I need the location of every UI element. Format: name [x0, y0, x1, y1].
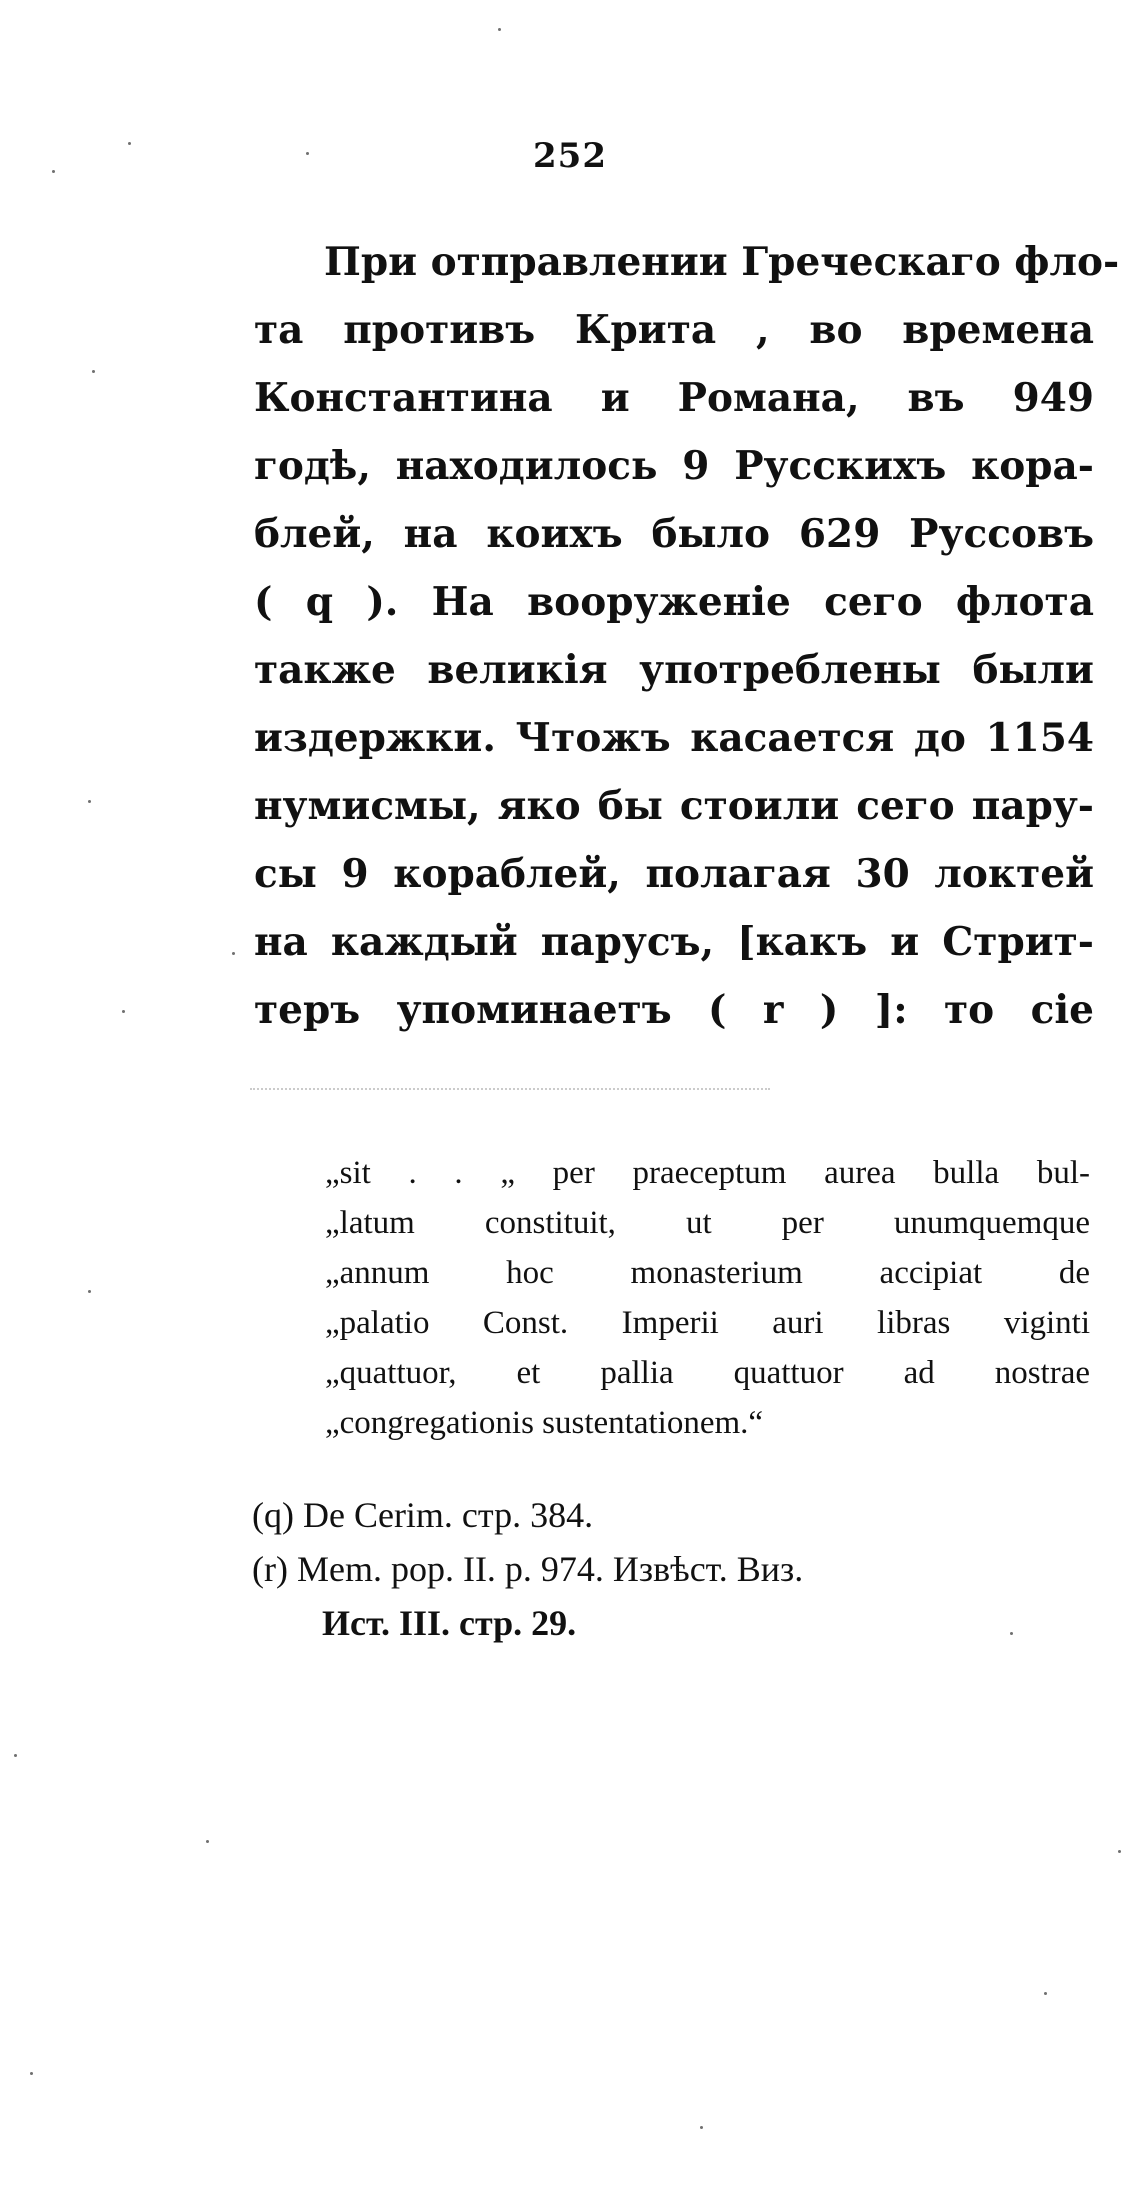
scan-speck — [1010, 1632, 1013, 1635]
text-line: также великія употреблены были — [254, 647, 1094, 693]
scan-speck — [306, 152, 309, 155]
dotted-separator — [250, 1088, 770, 1090]
quote-line: „annum hoc monasterium accipiat de — [325, 1255, 1090, 1291]
scan-speck — [1044, 1992, 1047, 1995]
scan-speck — [14, 1754, 17, 1757]
text-line: нумисмы, яко бы стоили сего пару- — [254, 783, 1094, 829]
text-line: ( q ). На вооруженіе сего флота — [254, 579, 1094, 625]
quote-line: „congregationis sustentationem.“ — [325, 1405, 764, 1441]
latin-quote-block — [325, 1148, 1090, 1448]
scan-speck — [52, 170, 55, 173]
scan-speck — [1118, 1850, 1121, 1853]
text-line: теръ упоминаетъ ( r ) ]: то сіе — [254, 987, 1094, 1033]
text-line: годѣ, находилось 9 Русскихъ кора- — [254, 443, 1094, 489]
main-paragraph — [254, 228, 1120, 1044]
scan-speck — [88, 800, 91, 803]
scan-speck — [122, 1010, 125, 1013]
scan-speck — [498, 28, 501, 31]
text-line: блей, на коихъ было 629 Руссовъ — [254, 511, 1094, 557]
text-line: та противъ Крита , во времена — [254, 307, 1094, 353]
scan-speck — [92, 370, 95, 373]
text-line: издержки. Чтожъ касается до 1154 — [254, 715, 1094, 761]
quote-line: „palatio Const. Imperii auri libras viginti — [325, 1305, 1090, 1341]
footnotes — [252, 1488, 1092, 1650]
page-number: 252 — [533, 136, 607, 176]
scan-speck — [232, 952, 235, 955]
text-line: сы 9 кораблей, полагая 30 локтей — [254, 851, 1094, 897]
scan-speck — [700, 2126, 703, 2129]
scan-speck — [30, 2072, 33, 2075]
text-line: Константина и Романа, въ 949 — [254, 375, 1094, 421]
quote-line: „sit . . „ per praeceptum aurea bulla bul- — [325, 1155, 1090, 1191]
scan-speck — [128, 142, 131, 145]
scan-speck — [206, 1840, 209, 1843]
quote-line: „quattuor, et pallia quattuor ad nostrae — [325, 1355, 1090, 1391]
scan-speck — [88, 1290, 91, 1293]
quote-line: „latum constituit, ut per unumquemque — [325, 1205, 1090, 1241]
footnote-r-continuation: Ист. III. стр. 29. — [322, 1603, 577, 1643]
text-line: на каждый парусъ, [какъ и Стрит- — [254, 919, 1094, 965]
footnote-q: (q) De Cerim. стр. 384. — [252, 1495, 594, 1535]
text-line: При отправлении Греческаго фло- — [324, 239, 1120, 285]
footnote-r: (r) Mem. pop. II. p. 974. Извѣст. Виз. — [252, 1549, 804, 1589]
